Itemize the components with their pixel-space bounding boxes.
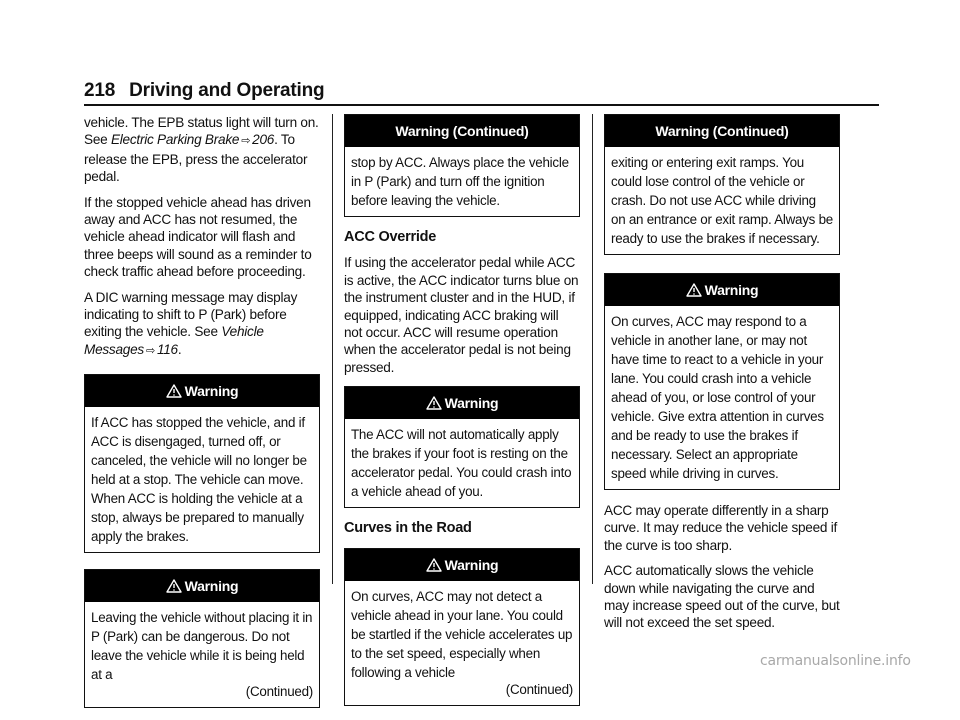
paragraph: ACC may operate differently in a sharp curve. It may reduce the vehicle speed if the curve is too sharp. [604, 503, 838, 553]
page-ref-arrow-icon: ⇨ [145, 344, 155, 357]
warning-body [345, 419, 579, 507]
warning-box-continued [604, 114, 840, 255]
text: . To release the EPB, press the accelerator pedal. [84, 132, 308, 185]
warning-box [344, 548, 580, 706]
paragraph: If the stopped vehicle ahead has driven away and ACC has not resumed, the vehicle ahead indicator will flash and three beeps will sound as a reminder to check traffic ahead before proceeding. [84, 194, 312, 280]
warning-header [85, 570, 319, 602]
paragraph: If using the accelerator pedal while ACC is active, the ACC indicator turns blue on the instrument cluster and in the HUD, if equipped, indicating ACC braking will not occur. ACC will resume operation when the accelerator pedal is not being pressed. [344, 255, 579, 375]
text: A DIC warning message may display indicating to shift to P (Park) before exiting the vehicle. See [84, 289, 298, 340]
watermark-text: carmanualsonline.info [760, 653, 911, 669]
column-divider [332, 114, 333, 584]
text: vehicle. The EPB status light will turn on. See [84, 115, 319, 148]
warning-text: exiting or entering exit ramps. You could lose control of the vehicle or crash. Do not use ACC while driving on an entrance or exit ramp. Always be ready to use the brakes if necessary. [611, 155, 833, 246]
column-1 [84, 114, 320, 720]
cross-reference-link[interactable]: Electric Parking Brake [110, 132, 240, 148]
warning-body [345, 581, 579, 705]
warning-header: Warning (Continued) [605, 115, 839, 147]
warning-body [85, 602, 319, 707]
page-header [84, 80, 324, 102]
warning-triangle-icon [686, 283, 702, 297]
warning-header [345, 387, 579, 419]
warning-box-continued [344, 114, 580, 217]
paragraph [84, 289, 320, 361]
warning-text: Leaving the vehicle without placing it in P (Park) can be dangerous. Do not leave the vehicle while it is being held at a [91, 610, 313, 683]
warning-triangle-icon [426, 558, 442, 572]
section-heading: Curves in the Road [344, 520, 472, 537]
page-ref-number[interactable]: 116 [156, 341, 178, 357]
section-heading: ACC Override [344, 229, 437, 245]
warning-title: Warning [444, 556, 499, 573]
warning-body [605, 306, 839, 489]
warning-text: If ACC has stopped the vehicle, and if ACC is disengaged, turned off, or canceled, the vehicle will no longer be held at a stop. The vehicle can move. When ACC is holding the vehicle at a stop, always be prepared to manually apply the brakes. [91, 415, 307, 545]
column-2 [344, 114, 580, 718]
warning-box [604, 273, 840, 490]
warning-box [84, 569, 320, 708]
warning-header [605, 274, 839, 306]
page-ref-arrow-icon: ⇨ [241, 135, 251, 148]
warning-body [85, 407, 319, 552]
warning-header [345, 549, 579, 581]
text: . [177, 341, 182, 357]
column-3 [604, 114, 840, 640]
warning-body [605, 147, 839, 254]
warning-text: stop by ACC. Always place the vehicle in P (Park) and turn off the ignition before leaving the vehicle. [351, 155, 569, 208]
section-title: Driving and Operating [129, 80, 325, 101]
warning-triangle-icon [166, 579, 182, 593]
warning-text: On curves, ACC may respond to a vehicle in another lane, or may not have time to react to a vehicle in your lane. You could crash into a vehicle ahead of you, or lose control of your vehicle. Give extra attention in curves and be ready to use the brakes if necessary. Select an appropriate speed while driving in curves. [611, 314, 824, 481]
continued-label: (Continued) [505, 681, 573, 697]
warning-header [85, 375, 319, 407]
warning-body [345, 147, 579, 216]
warning-text: The ACC will not automatically apply the brakes if your foot is resting on the accelerator pedal. You could crash into a vehicle ahead of you. [351, 427, 572, 500]
warning-header: Warning (Continued) [345, 115, 579, 147]
warning-title: Warning [184, 383, 239, 400]
header-rule [84, 104, 879, 106]
warning-box [84, 374, 320, 553]
paragraph [84, 114, 320, 186]
page-number: 218 [84, 80, 116, 101]
warning-title: Warning [444, 395, 499, 412]
warning-box [344, 386, 580, 508]
warning-text: On curves, ACC may not detect a vehicle ahead in your lane. You could be startled if the vehicle accelerates up to the set speed, especially when following a vehicle [351, 588, 573, 680]
warning-triangle-icon [426, 396, 442, 410]
column-divider [592, 114, 593, 584]
warning-title: Warning [704, 282, 759, 298]
continued-label: (Continued) [245, 684, 313, 700]
page-ref-number[interactable]: 206 [252, 132, 275, 148]
warning-title: Warning [184, 578, 239, 595]
cross-reference-link[interactable]: Vehicle Messages [84, 324, 264, 357]
warning-triangle-icon [166, 384, 182, 398]
paragraph: ACC automatically slows the vehicle down while navigating the curve and may increase speed out of the curve, but will not exceed the set speed. [604, 563, 840, 631]
